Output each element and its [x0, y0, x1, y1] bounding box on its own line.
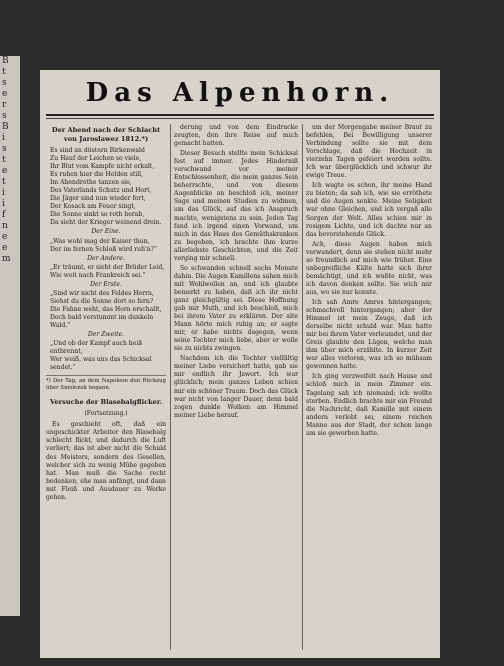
poem-line: Siehst du die Sonne dort so fern? [50, 297, 154, 305]
masthead-rule-thin [46, 118, 434, 119]
poem-line: Wie weit nach Frankreich sei.“ [50, 271, 146, 279]
poem-line: „Sind wir nicht des Feldes Herrn, [50, 289, 154, 297]
poem-line: Im Abendrothe tanzen sie, [50, 179, 132, 187]
paragraph: Dieser Besuch stellte mein Schicksal fest auf immer. Jedes Hinderniß verschwand vor meiner Entschlossenheit, die mein ganzes Sein beherrschte, und von diesem Augenblicke an beschloß ich, meiner Sage und meinen Studien zu widmen, um das Glück, auf das ich Anspruch machte, wenigstens zu sein. Jeden Tag fand ich irgend einen Vorwand, um mich in das Haus des Gemüthskranken zu begeben, ich brachte ihm kurze allerliebste Geschichten, und die Zeit verging mir schnell. [174, 150, 298, 262]
poem-line: „Er träumt, er sieht der Brüder Leid, [50, 263, 165, 271]
poem-line: Die Jäger sind nun wieder fort, [50, 195, 146, 203]
edge-fragment-char: f [2, 210, 6, 220]
poem-lines [46, 264, 166, 280]
column-3 [306, 124, 432, 650]
speaker-label: Der Zweite. [87, 331, 125, 339]
paragraph: So schwanden schnell sechs Monate dahin. Die Augen Kamillens sahen mich mit Wohlwollen an, und ich glaubte bemerkt zu haben, daß ich ihr nicht ganz gleichgültig sei. Diese Hoffnung gab mir Muth, und ich beschloß, mich bei ihrem Vater zu erklären. Der alte Mann hörte mich ruhig an; er sagte mir, er habe nichts dagegen, wenn seine Tochter mich liebe, aber er wolle sie zu nichts zwingen. [174, 264, 298, 353]
speaker-label: Der Andere. [87, 254, 125, 262]
poem-line: Der Kosack am Feuer singt, [50, 203, 136, 211]
paragraph: Ich ging verzweifelt nach Hause und schloß mich in mein Zimmer ein. Tagelang sah ich niemand; ich wollte sterben. Endlich brachte mir ein Freund die Nachricht, daß Kamille mit einem andern verlobt sei, einem reichen Manne aus der Stadt, der schon lange um sie geworben hatte. [306, 373, 432, 437]
paragraph: um der Morgengabe meiner Braut zu befehlen, Bei Bewilligung unserer Verbindung sollte sie mit dem Vorschlage, daß die Hochzeit in vierzehn Tagen gefeiert werden sollte. Ich war überglücklich und schwur ihr ewige Treue. [306, 124, 432, 180]
poem-lines [46, 340, 166, 372]
edge-fragment-char: t [2, 155, 6, 165]
poem-line: Es sind an düstern Birkenwald [50, 147, 145, 154]
poem-line: Ihr Blut vom Kampfe nicht erkalt, [50, 163, 155, 171]
edge-fragment-char: s [2, 78, 7, 88]
edge-fragment-char: r [2, 100, 7, 110]
article-subtitle: (Fortsetzung.) [84, 410, 128, 418]
poem-line: Zu Hauf der Leichen so viele, [50, 155, 142, 163]
paragraph: Nachdem ich die Tochter vielfältig meiner Liebe versichert hatte, gab sie mir endlich ihr Jawort. Ich war glücklich; mein ganzes Leben schien mir ein schöner Traum. Doch das Glück war nicht von langer Dauer, denn bald zogen dunkle Wolken am Himmel meiner Liebe herauf. [174, 355, 298, 419]
edge-fragment-char: B [2, 56, 9, 66]
edge-fragment-char: i [2, 188, 5, 198]
column-1 [46, 124, 166, 650]
edge-fragment-char: s [2, 144, 7, 154]
edge-fragment-char: B [2, 122, 9, 132]
edge-fragment-char: m [2, 254, 11, 264]
poem-line: Der im fernen Schloß wird ruh'n?“ [50, 245, 157, 253]
edge-fragment-char: t [2, 177, 6, 187]
poem-line: Des Vaterlands Schutz und Hort, [50, 187, 152, 195]
paragraph: Ach, diese Augen haben mich verwundert, denn sie stehen nicht mehr so freundlich auf mich wie früher. Eine unbegreifliche Kälte hatte sich ihrer bemächtigt, und ich wußte nicht, was ich davon denken sollte. Sie wich mir aus, wo sie nur konnte. [306, 240, 432, 296]
article-title: Der Abend nach der Schlacht von Jaroslawez 1812.*) [51, 126, 161, 143]
speaker-label: Der Eine. [91, 228, 121, 236]
edge-fragment-char: n [2, 221, 8, 231]
edge-fragment-char: i [2, 199, 5, 209]
edge-fragment-char: t [2, 67, 6, 77]
poem-line: Doch bald verstummt im dunkeln Wald.“ [50, 313, 154, 329]
masthead-rule [46, 114, 434, 116]
poem-line: Wer weiß, was uns das Schicksal sendet.“ [50, 356, 152, 372]
poem-line: Da sieht der Krieger weinend drein. [50, 219, 162, 227]
poem-line: Die Fahne weht, das Horn erschallt, [50, 305, 162, 313]
poem-line: Die Sonne sinkt so roth herab, [50, 211, 145, 219]
column-2 [174, 124, 298, 650]
article-title: Versuche der Blasebalgflicker. [49, 398, 163, 407]
masthead-title: Das Alpenhorn. [85, 78, 395, 108]
paragraph: Es geschieht oft, daß ein ungeschickter Arbeiter den Blasebalg schlecht flickt, und dadurch die Luft verliert; das ist aber nicht die Schuld des Meisters, sondern des Gesellen, welcher sich zu wenig Mühe gegeben hat. Man muß die Sache recht bedenken, ehe man anfängt, und dann mit Fleiß und Ausdauer zu Werke gehen. [46, 421, 166, 501]
paragraph: derung und von dem Eindrucke zeugten, den ihre Reise auf mich gemacht hatten. [174, 124, 298, 148]
article-body [46, 421, 166, 501]
paragraph: Ich sah Amre Amres hintergangen; schmachvoll hintergangen; aber der Himmel ist mein Zeuge, daß ich derselbe nicht schuld war. Man hatte mir bei ihrem Vater verleumdet, und der Greis glaubte den Lügen, welche man ihm über mich erzählte. In kurzer Zeit war alles verloren, was ich so mühsam gewonnen hatte. [306, 298, 432, 371]
speaker-label: Der Erste. [90, 280, 122, 288]
poem-intro [46, 147, 166, 227]
footnote: *) Der Tag, an dem Napoleon den Rückzug über Smolensk begann. [46, 375, 166, 392]
edge-fragment-char: e [2, 243, 8, 253]
edge-fragment-char: s [2, 111, 7, 121]
edge-fragment-char: i [2, 133, 5, 143]
poem-line: Es ruhen hier die Helden still, [50, 171, 144, 179]
poem-lines [46, 238, 166, 254]
paragraph: Ich wagte es schon, ihr meine Hand zu bieten; da sah ich, wie sie erröthete und die Augen senkte. Meine Seligkeit war ohne Gleichen, und ich vergaß alle Sorgen der Welt. Alles schien mir in rosigem Lichte, und ich dachte nur an das bevorstehende Glück. [306, 182, 432, 238]
edge-fragment-char: e [2, 166, 8, 176]
column-divider [302, 124, 303, 650]
poem-line: „Und ob der Kampf auch heiß entbrennt, [50, 340, 143, 356]
newspaper-page [40, 70, 440, 658]
edge-fragment-char: e [2, 232, 8, 242]
poem-lines [46, 290, 166, 330]
edge-fragment-char: e [2, 89, 8, 99]
column-divider [170, 124, 171, 650]
poem-line: „Was wohl mag der Kaiser thun, [50, 237, 150, 245]
adjacent-page-edge [0, 56, 20, 616]
